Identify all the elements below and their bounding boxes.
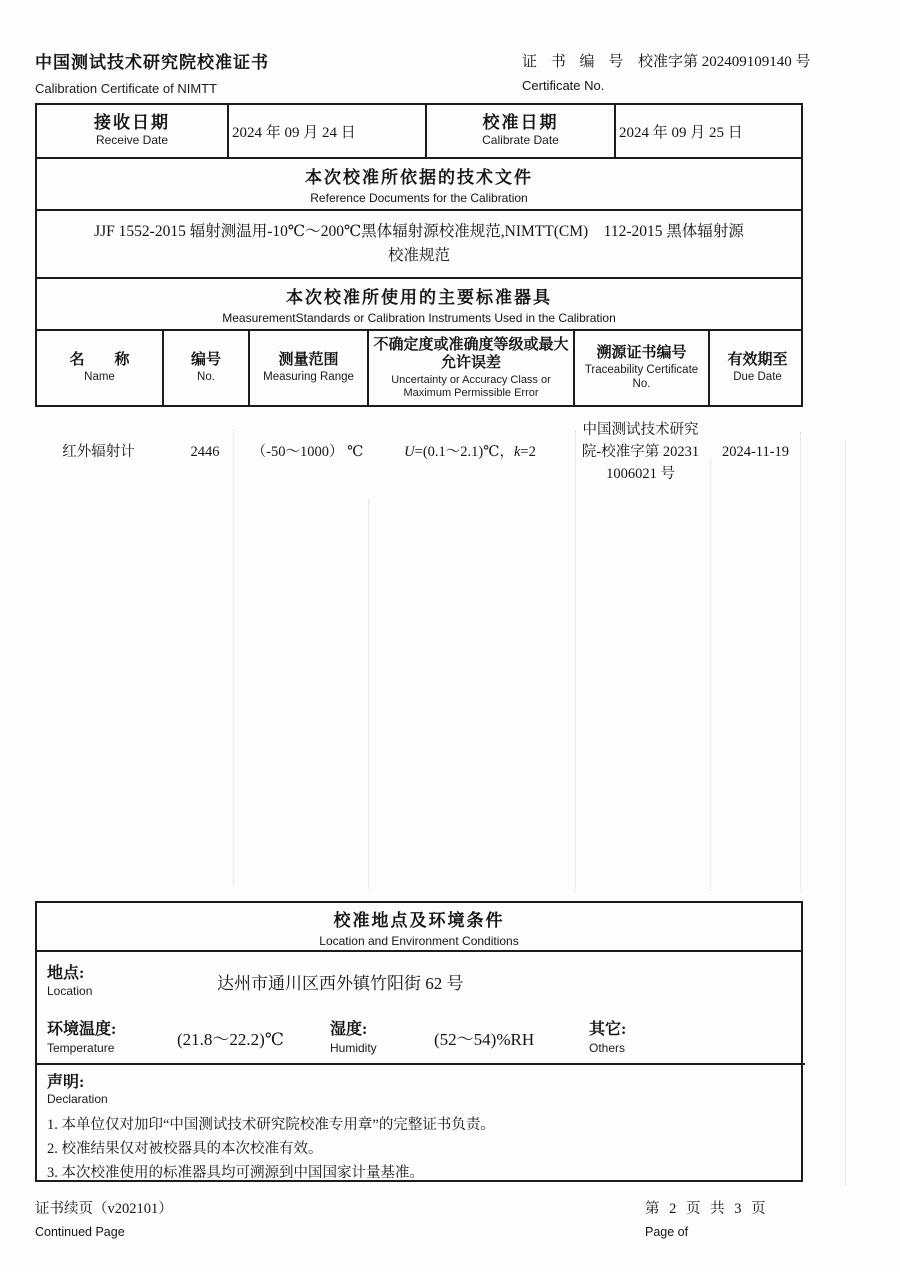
humidity-label-cn: 湿度: xyxy=(330,1021,368,1038)
reference-documents-text xyxy=(37,220,801,268)
certificate-number-label-cn: 证 书 编 号 xyxy=(522,54,629,70)
standard-uncertainty: U=(0.1～2.1)℃，k=2 xyxy=(404,444,536,461)
scan-artifact-line xyxy=(233,430,234,885)
calibrate-date-value: 2024 年 09 月 25 日 xyxy=(619,124,743,141)
temperature-label-cn: 环境温度: xyxy=(47,1021,117,1038)
reference-heading xyxy=(35,157,803,211)
footer-left-cn: 证书续页（v202101） xyxy=(35,1201,173,1217)
receive-date-value: 2024 年 09 月 24 日 xyxy=(229,105,427,157)
certificate-number-label-en: Certificate No. xyxy=(522,78,605,93)
footer-right-cn: 第 2 页 共 3 页 xyxy=(645,1201,769,1217)
certificate-number-value: 校准字第 202409109140 号 xyxy=(638,54,811,70)
calibrate-date-label-cn: 校准日期 xyxy=(482,113,559,132)
document-header xyxy=(35,48,811,96)
standards-heading-en: MeasurementStandards or Calibration Instruments Used in the Calibration xyxy=(222,311,616,325)
column-header-uncertainty: 不确定度或准确度等级或最大允许误差 Uncertainty or Accuracy Class or Maximum Permissible Error xyxy=(369,331,575,405)
location-label-en: Location xyxy=(47,984,93,998)
scan-artifact-line xyxy=(710,460,711,890)
temperature-value: (21.8～22.2)℃ xyxy=(177,1030,284,1049)
reference-heading-en: Reference Documents for the Calibration xyxy=(310,191,528,205)
scan-artifact-line xyxy=(845,440,846,1185)
location-value: 达州市通川区西外镇竹阳街 62 号 xyxy=(217,974,464,993)
standard-no: 2446 xyxy=(190,444,220,461)
location-label-cn: 地点: xyxy=(47,965,85,982)
column-header-name: 名 称 Name xyxy=(37,331,164,405)
standard-range: （-50～1000） ℃ xyxy=(251,444,364,461)
reference-documents xyxy=(35,209,803,279)
reference-heading-cn: 本次校准所依据的技术文件 xyxy=(305,168,533,187)
declaration-item-2: 2. 校准结果仅对被校器具的本次校准有效。 xyxy=(47,1141,323,1157)
location-environment-heading-en: Location and Environment Conditions xyxy=(319,933,519,948)
column-header-due-date: 有效期至 Due Date xyxy=(727,352,788,384)
standards-table-row xyxy=(35,410,803,496)
footer-right-en: Page of xyxy=(645,1225,689,1239)
column-header-range: 测量范围 Measuring Range xyxy=(250,331,369,405)
receive-date-label-en: Receive Date xyxy=(95,133,169,148)
declaration-label-en: Declaration xyxy=(47,1092,108,1106)
reference-line-1: JJF 1552-2015 辐射测温用-10℃～200℃黑体辐射源校准规范,NIMTT(CM) 112-2015 黑体辐射源 xyxy=(94,222,744,240)
declaration-label-cn: 声明: xyxy=(47,1074,85,1091)
standard-traceability: 中国测试技术研究 院-校准字第 20231 1006021 号 xyxy=(581,422,700,482)
humidity-label-en: Humidity xyxy=(330,1041,377,1055)
declaration-item-1: 1. 本单位仅对加印“中国测试技术研究院校准专用章”的完整证书负责。 xyxy=(47,1117,495,1133)
location-environment-box xyxy=(35,901,803,1182)
declaration-item-3: 3. 本次校准使用的标准器具均可溯源到中国国家计量基准。 xyxy=(47,1165,424,1181)
column-header-no: 编号 No. xyxy=(164,331,250,405)
others-label-en: Others xyxy=(589,1041,626,1055)
footer-continued-page xyxy=(35,1197,173,1239)
scan-artifact-line xyxy=(575,430,576,892)
standards-heading-cn: 本次校准所使用的主要标准器具 xyxy=(286,288,552,307)
standards-column-headers xyxy=(35,329,803,407)
others-label-cn: 其它: xyxy=(589,1021,627,1038)
temperature-label-en: Temperature xyxy=(47,1041,115,1055)
standards-heading xyxy=(35,277,803,331)
footer-page-number xyxy=(645,1197,769,1239)
standard-due-date: 2024-11-19 xyxy=(721,444,790,461)
location-environment-heading-cn: 校准地点及环境条件 xyxy=(333,910,505,930)
certificate-number-block xyxy=(522,50,811,93)
certificate-number-line xyxy=(522,50,811,71)
document-title-cn: 中国测试技术研究院校准证书 xyxy=(35,53,269,72)
receive-date-label-cn: 接收日期 xyxy=(94,113,170,132)
humidity-value: (52～54)%RH xyxy=(434,1030,535,1049)
calibrate-date-label-cell xyxy=(427,105,616,157)
main-table xyxy=(35,103,803,407)
scan-artifact-line xyxy=(800,432,801,892)
column-header-traceability: 溯源证书编号 Traceability Certificate No. xyxy=(575,331,710,405)
reference-line-2: 校准规范 xyxy=(387,247,450,264)
document-title-en: Calibration Certificate of NIMTT xyxy=(35,81,218,96)
location-environment-heading xyxy=(37,903,801,952)
scan-artifact-line xyxy=(368,500,369,890)
declaration-divider xyxy=(35,1063,805,1065)
standard-name: 红外辐射计 xyxy=(62,444,135,461)
dates-row xyxy=(35,103,803,159)
footer-left-en: Continued Page xyxy=(35,1225,125,1239)
calibrate-date-label-en: Calibrate Date xyxy=(482,133,559,148)
receive-date-label-cell xyxy=(37,105,229,157)
